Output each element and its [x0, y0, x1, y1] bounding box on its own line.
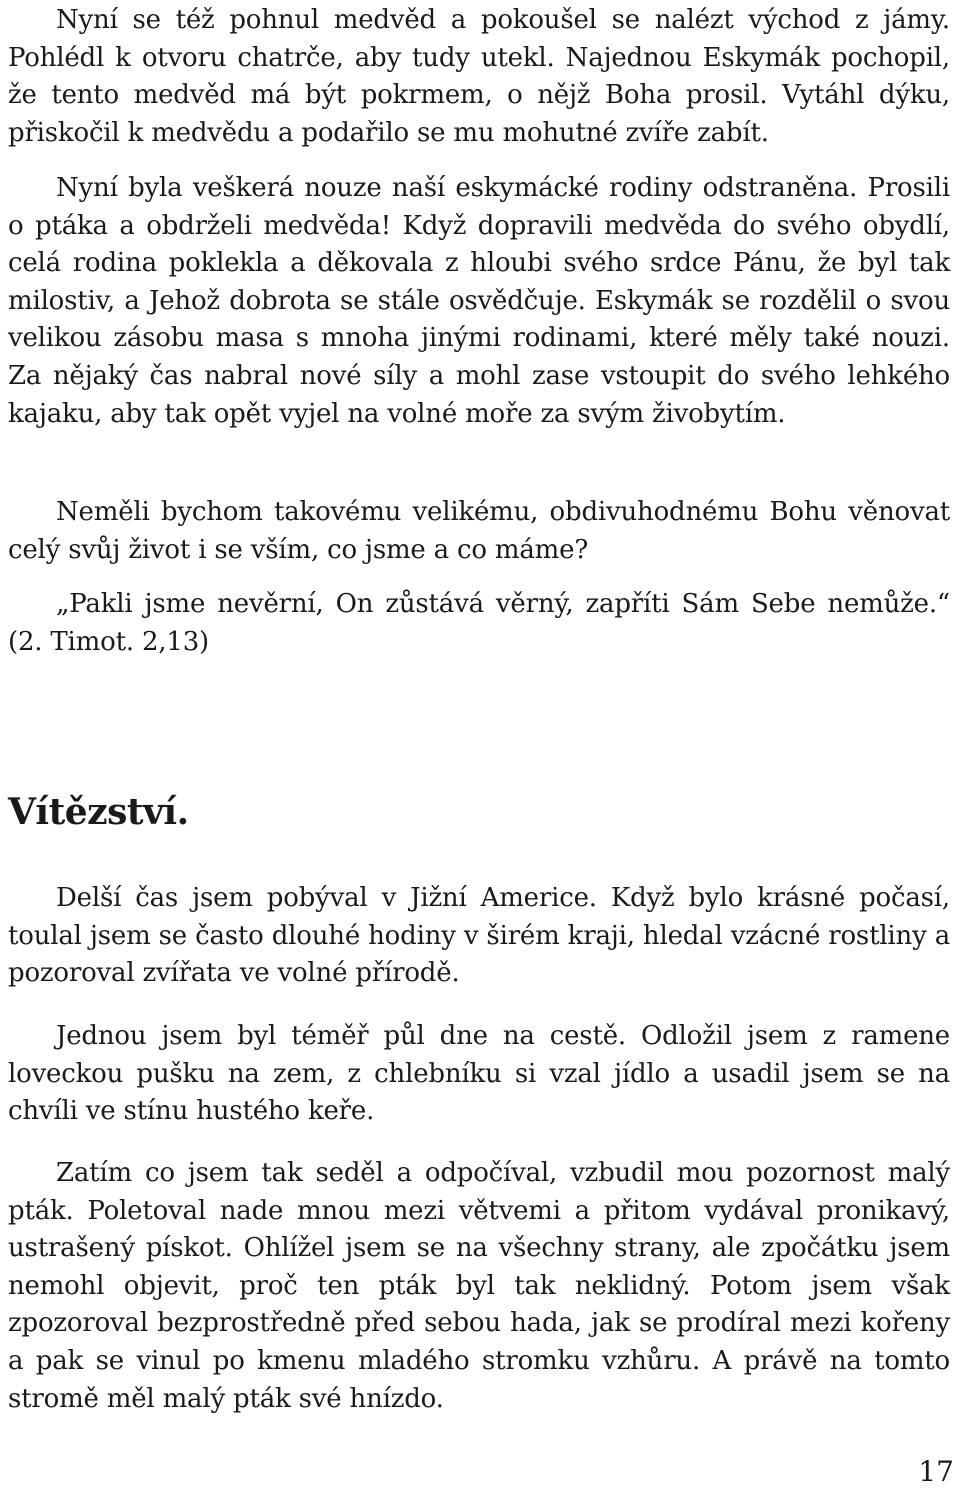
paragraph-bear-escape: Nyní se též pohnul medvěd a pokoušel se nalézt východ z jámy. Pohlédl k otvoru chatrče, aby tudy utekl. Najednou Eskymák pochopil, že tento medvěd má být pokrmem, o nějž Boha prosil. Vytáhl dýku, přiskočil k medvědu a podařilo se mu mohutné zvíře zabít.: [8, 5, 950, 148]
page-number: 17: [918, 1455, 954, 1488]
section-heading: Vítězství.: [8, 791, 189, 833]
paragraph-devotion-question: Neměli bychom takovému velikému, obdivuhodnému Bohu věnovat celý svůj život i se vším, co jsme a co máme?: [8, 497, 950, 565]
paragraph-family-thanks: Nyní byla veškerá nouze naší eskymácké rodiny odstraněna. Prosili o ptáka a obdrželi medvěda! Když dopravili medvěda do svého obydlí, celá rodina poklekla a děkovala z hloubi svého srdce Pánu, že byl tak milostiv, a Jehož dobrota se stále osvědčuje. Eskymák se rozdělil o svou velikou zásobu masa s mnoha jinými rodinami, které měly také nouzi. Za nějaký čas nabral nové síly a mohl zase vstoupit do svého lehkého kajaku, aby tak opět vyjel na volné moře za svým živobytím.: [8, 173, 950, 429]
bible-quote: „Pakli jsme nevěrní, On zůstává věrný, zapříti Sám Sebe nemůže.“ (2. Timot. 2,13): [8, 589, 950, 657]
paragraph-south-america: Delší čas jsem pobýval v Jižní Americe. Když bylo krásné počasí, toulal jsem se často dlouhé hodiny v širém kraji, hledal vzácné rostliny a pozoroval zvířata ve volné přírodě.: [8, 883, 950, 989]
paragraph-bird-snake: Zatím co jsem tak seděl a odpočíval, vzbudil mou pozornost malý pták. Poletoval nade mnou mezi větvemi a přitom vydával pronikavý, ustrašený pískot. Ohlížel jsem se na všechny strany, ale zpočátku jsem nemohl objevit, proč ten pták byl tak neklidný. Potom jsem však zpozoroval bezprostředně před sebou hada, jak se prodíral mezi kořeny a pak se vinul po kmenu mladého stromku vzhůru. A právě na tomto stromě měl malý pták své hnízdo.: [8, 1158, 950, 1414]
paragraph-resting: Jednou jsem byl téměř půl dne na cestě. Odložil jsem z ramene loveckou pušku na zem, z chlebníku si vzal jídlo a usadil jsem se na chvíli ve stínu hustého keře.: [8, 1021, 950, 1127]
